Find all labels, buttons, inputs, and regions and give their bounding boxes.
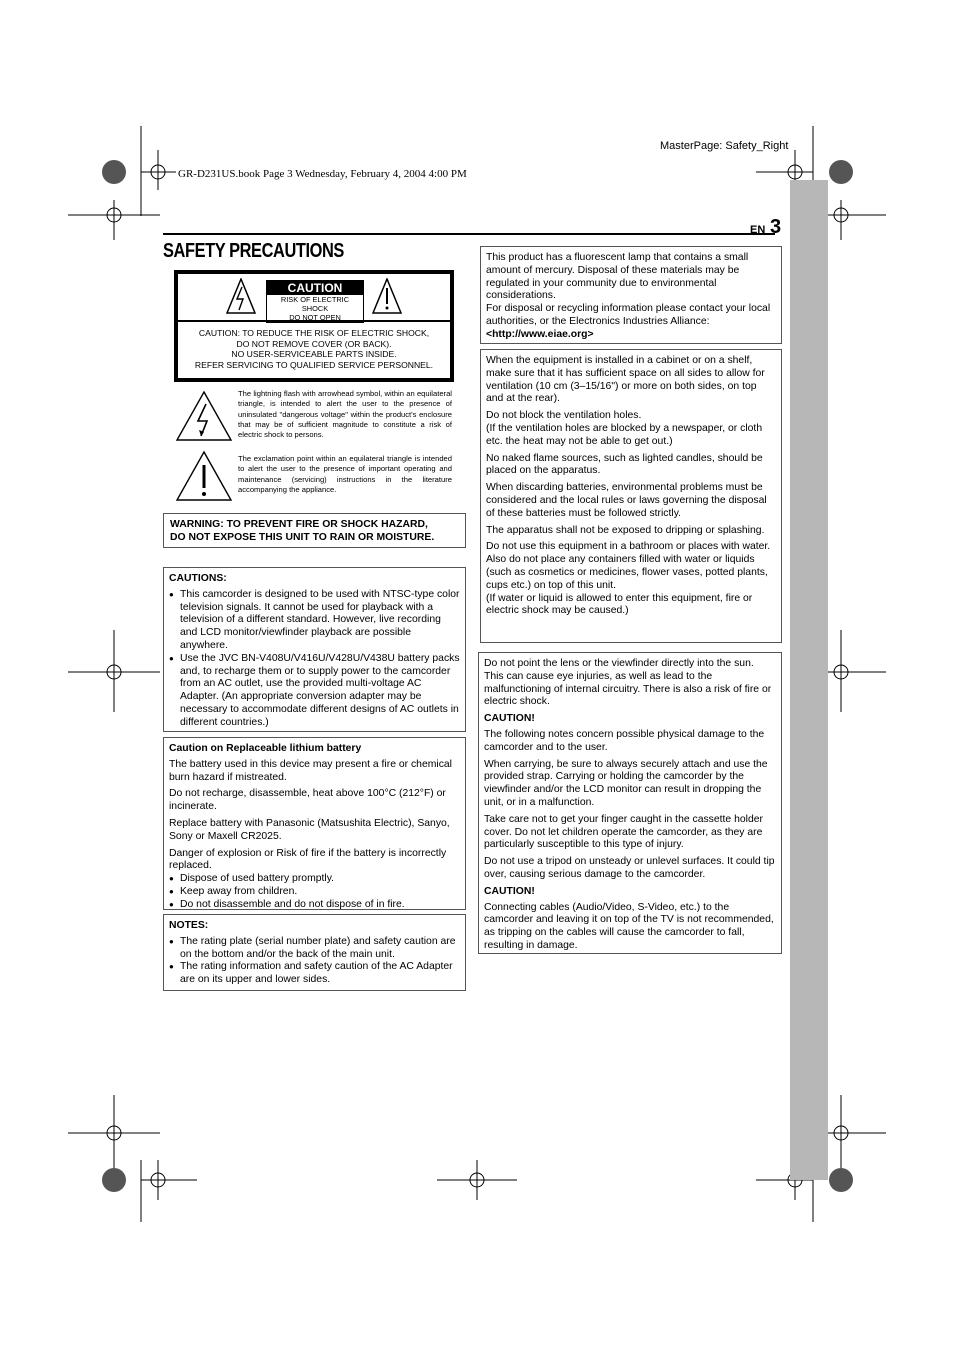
list-item: ● Do not disassemble and do not dispose of in fire. [169,899,460,912]
master-page-label: MasterPage: Safety_Right [660,140,789,152]
page-title: SAFETY PRECAUTIONS [163,240,344,262]
caution-line-4: REFER SERVICING TO QUALIFIED SERVICE PERSONNEL. [194,359,434,370]
lithium-heading: Caution on Replaceable lithium battery [169,743,362,754]
lens-p1: Do not point the lens or the viewfinder directly into the sun. This can cause eye injuries, as well as lead to the malfunctioning of internal circuitry. There is also a risk of fire or electric shock. [484,658,772,708]
lightning-symbol-text: The lightning flash with arrowhead symbol, within an equilateral triangle, is intended to alert the user to the presence of uninsulated "dangerous voltage" within the product's enclosure that may be of sufficient magnitude to constitute a risk of electric shock to persons. [238,389,452,440]
lens-heading-1: CAUTION! [484,713,535,725]
cautions-box [163,567,466,732]
mercury-url: <http://www.eiae.org> [486,328,594,340]
language-label: EN [750,224,766,236]
lens-p6: Connecting cables (Audio/Video, S-Video, etc.) to the camcorder and leaving it on top of the TV is not recommended, as tripping on the cables will cause the camcorder to fall, resulting in damage. [484,901,774,951]
list-item: ● The rating information and safety caution of the AC Adapter are on its upper and lower sides. [169,961,460,987]
lithium-p2: Do not recharge, disassemble, heat above 100°C (212°F) or incinerate. [169,788,446,813]
install-p6a: Do not use this equipment in a bathroom or places with water. [486,541,771,553]
caution-label-sub1: RISK OF ELECTRIC SHOCK [280,295,350,313]
exclamation-symbol-icon [175,450,233,502]
caution-line-3: NO USER-SERVICEABLE PARTS INSIDE. [231,349,397,360]
installation-box [480,349,782,643]
caution-label-text [182,328,446,370]
notes-box [163,914,466,991]
exclamation-symbol-text: The exclamation point within an equilateral triangle is intended to alert the user to the presence of important operating and maintenance (servicing) instructions in the literature accompanying the appliance. [238,454,452,494]
install-p6b: Also do not place any containers filled with water or liquids (such as cosmetics or medicines, flower vases, potted plants, cups etc.) on top of this unit. [486,554,768,591]
lens-p5: Do not use a tripod on unsteady or unlevel surfaces. It could tip over, causing serious damage to the camcorder. [484,856,775,880]
warning-line-2: DO NOT EXPOSE THIS UNIT TO RAIN OR MOISTURE. [170,532,435,543]
mercury-p1: This product has a fluorescent lamp that contains a small amount of mercury. Disposal of these materials may be regulated in your community due to environmental considerations. [486,252,749,302]
install-p1: When the equipment is installed in a cabinet or on a shelf, make sure that it has sufficient space on all sides to allow for ventilation (10 cm (3–15/16") or more on both sides, on top and at the rear). [486,355,765,405]
lithium-p1: The battery used in this device may present a fire or chemical burn hazard if mistreated. [169,758,452,783]
list-item: ● Dispose of used battery promptly. [169,873,460,886]
caution-line-2: DO NOT REMOVE COVER (OR BACK). [236,338,392,349]
warning-line-1: WARNING: TO PREVENT FIRE OR SHOCK HAZARD, [170,519,428,530]
warning-box [163,513,466,548]
install-p4: When discarding batteries, environmental problems must be considered and the local rules or laws governing the disposal of these batteries must be followed strictly. [486,482,767,519]
install-p3: No naked flame sources, such as lighted candles, should be placed on the apparatus. [486,452,763,477]
side-tab [790,180,828,1180]
notes-heading: NOTES: [169,920,209,931]
caution-label-box [174,270,454,382]
lens-heading-2: CAUTION! [484,885,535,897]
install-p6c: (If water or liquid is allowed to enter this equipment, fire or electric shock may be caused.) [486,592,753,617]
mercury-p2: For disposal or recycling information please contact your local authorities, or the Electronics Industries Alliance: [486,303,771,327]
exclamation-triangle-icon [372,278,402,314]
list-item: ● Keep away from children. [169,886,460,899]
list-item: ● Use the JVC BN-V408U/V416U/V428U/V438U battery packs and, to recharge them or to supply power to the camcorder from an AC outlet, use the provided multi-voltage AC Adapter. (An appropriate conversion adapter may be necessary to accommodate different designs of AC outlets in different countries.) [169,653,460,730]
lens-caution-box [478,652,782,954]
cautions-heading: CAUTIONS: [169,573,227,584]
caution-label-title: CAUTION [267,281,363,295]
list-item: ● This camcorder is designed to be used with NTSC-type color television signals. It cannot be used for playback with a television of a different standard. However, live recording and LCD monitor/viewfinder playback are possible anywhere. [169,589,460,653]
lens-p4: Take care not to get your finger caught in the cassette holder cover. Do not let children operate the camcorder, as they are particularly susceptible to this type of injury. [484,813,763,851]
lithium-battery-box [163,737,466,910]
caution-label-sub2: DO NOT OPEN [289,313,341,322]
caution-label [266,280,364,323]
lithium-p3: Replace battery with Panasonic (Matsushita Electric), Sanyo, Sony or Maxell CR2025. [169,817,450,842]
lens-p2: The following notes concern possible physical damage to the camcorder and to the user. [484,728,765,753]
mercury-box [480,246,782,344]
lightning-symbol-icon [175,390,233,442]
book-info: GR-D231US.book Page 3 Wednesday, February 4, 2004 4:00 PM [178,168,467,180]
list-item: ● The rating plate (serial number plate) and safety caution are on the bottom and/or the back of the main unit. [169,936,460,962]
caution-line-1: CAUTION: TO REDUCE THE RISK OF ELECTRIC SHOCK, [198,328,430,338]
lens-p3: When carrying, be sure to always securely attach and use the provided strap. Carrying or holding the camcorder by the viewfinder and/or the LCD monitor can result in dropping the unit, or in a malfunction. [484,758,768,808]
install-p5: The apparatus shall not be exposed to dripping or splashing. [486,524,765,536]
lightning-triangle-icon [226,278,256,314]
page-number: 3 [770,216,782,238]
lithium-p4: Danger of explosion or Risk of fire if the battery is incorrectly replaced. [169,847,447,872]
install-p2b: (If the ventilation holes are blocked by a newspaper, or cloth etc. the heat may not be able to get out.) [486,422,763,447]
header-rule [163,233,775,235]
install-p2a: Do not block the ventilation holes. [486,410,642,422]
